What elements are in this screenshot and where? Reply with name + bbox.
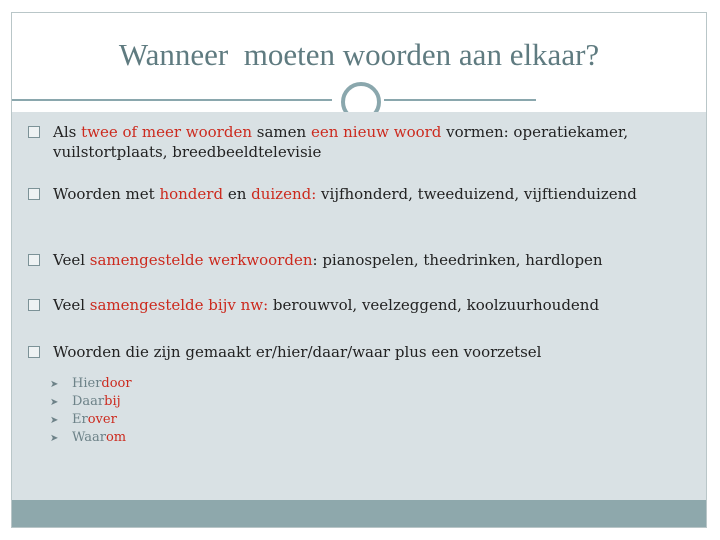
arrowhead-bullet-icon: ➤: [50, 415, 59, 426]
square-bullet-icon: [28, 346, 40, 358]
sub-list-item: ➤ Erover: [50, 412, 117, 427]
bullet-text: Veel samengestelde werkwoorden: pianospelen, theedrinken, hardlopen: [53, 251, 603, 269]
arrowhead-bullet-icon: ➤: [50, 379, 59, 390]
title-divider-left: [12, 99, 332, 101]
bullet-text: Veel samengestelde bijv nw: berouwvol, veelzeggend, koolzuurhoudend: [53, 296, 600, 314]
slide: [11, 12, 707, 528]
arrowhead-bullet-icon: ➤: [50, 433, 59, 444]
sub-list-item: ➤ Waarom: [50, 430, 127, 445]
bullet-text: Woorden die zijn gemaakt er/hier/daar/waar plus een voorzetsel: [53, 343, 542, 361]
slide-title: Wanneer moeten woorden aan elkaar?: [118, 37, 600, 72]
bullet-item: [28, 184, 698, 204]
square-bullet-icon: [28, 126, 40, 138]
sub-list-item: ➤ Daarbij: [50, 394, 121, 409]
bullet-text: Als twee of meer woorden samen een nieuw woord vormen: operatiekamer, vuilstortplaats, breedbeeldtelevisie: [53, 123, 629, 161]
square-bullet-icon: [28, 188, 40, 200]
arrowhead-bullet-icon: ➤: [50, 397, 59, 408]
bullet-item: [28, 250, 698, 270]
bullet-item: [28, 122, 698, 162]
bullet-text: Woorden met honderd en duizend: vijfhonderd, tweeduizend, vijftienduizend: [53, 185, 637, 203]
title-divider-right: [384, 99, 536, 101]
square-bullet-icon: [28, 254, 40, 266]
footer-bar: [12, 500, 706, 527]
sub-list-item: ➤ Hierdoor: [50, 376, 132, 391]
content-area: [12, 112, 706, 501]
bullet-item: [28, 295, 698, 315]
square-bullet-icon: [28, 299, 40, 311]
bullet-item: [28, 342, 698, 362]
